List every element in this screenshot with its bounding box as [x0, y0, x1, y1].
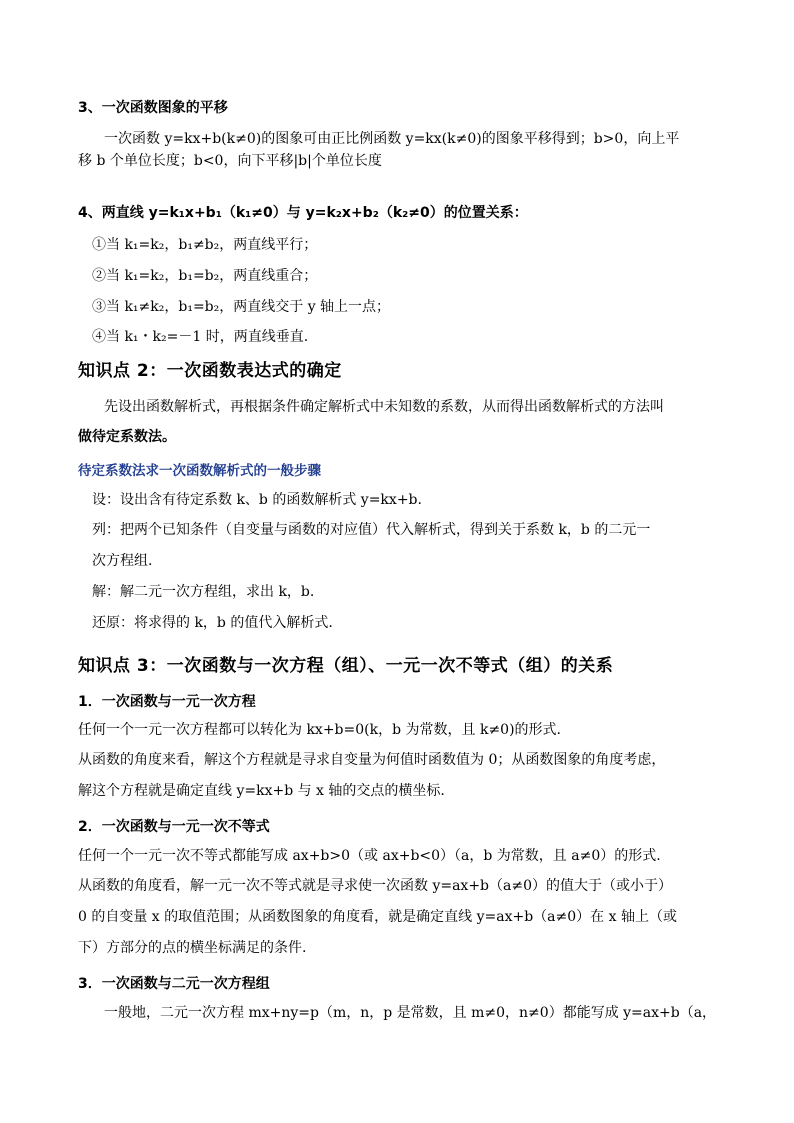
steps-title: 待定系数法求一次函数解析式的一般步骤 [78, 463, 321, 479]
step-solve: 解：解二元一次方程组，求出 k，b. [92, 584, 315, 600]
step-list-line-1: 列：把两个已知条件（自变量与函数的对应值）代入解析式，得到关于系数 k，b 的二元一 [92, 522, 651, 538]
step-list-line-2: 次方程组. [92, 553, 153, 569]
part-1-line-1: 任何一个一元一次方程都可以转化为 kx+b=0(k，b 为常数，且 k≠0)的形式. [78, 722, 561, 738]
part-2-line-3: 0 的自变量 x 的取值范围；从函数图象的角度看，就是确定直线 y=ax+b（a≠0）在 x 轴上（或 [78, 909, 677, 925]
part-1-line-2: 从函数的角度来看，解这个方程就是寻求自变量为何值时函数值为 0；从函数图象的角度考虑， [78, 752, 666, 768]
kp2-line-1: 先设出函数解析式，再根据条件确定解析式中未知数的系数，从而得出函数解析式的方法叫 [104, 399, 664, 415]
part-3-line-1: 一般地，二元一次方程 mx+ny=p（m，n，p 是常数，且 m≠0，n≠0）都能写成 y=ax+b（a， [104, 1005, 717, 1021]
step-restore: 还原：将求得的 k，b 的值代入解析式. [92, 615, 333, 631]
part-3-title: 3．一次函数与二元一次方程组 [78, 976, 270, 992]
part-1-title: 1．一次函数与一元一次方程 [78, 694, 256, 710]
section-3-line-1: 一次函数 y=kx+b(k≠0)的图象可由正比例函数 y=kx(k≠0)的图象平移得到；b>0，向上平 [104, 131, 680, 147]
part-2-title: 2．一次函数与一元一次不等式 [78, 819, 270, 835]
step-set: 设：设出含有待定系数 k、b 的函数解析式 y=kx+b. [92, 492, 422, 508]
part-1-line-3: 解这个方程就是确定直线 y=kx+b 与 x 轴的交点的横坐标. [78, 783, 445, 799]
section-3-title: 3、一次函数图象的平移 [78, 100, 228, 116]
section-3-line-2: 移 b 个单位长度；b<0，向下平移|b|个单位长度 [78, 153, 382, 169]
knowledge-point-2-title: 知识点 2：一次函数表达式的确定 [78, 361, 342, 381]
section-4-item-3: ③当 k₁≠k₂，b₁=b₂，两直线交于 y 轴上一点； [92, 299, 391, 315]
part-2-line-1: 任何一个一元一次不等式都能写成 ax+b>0（或 ax+b<0）（a，b 为常数，且 a≠0）的形式. [78, 848, 661, 864]
section-4-item-1: ①当 k₁=k₂，b₁≠b₂，两直线平行； [92, 237, 318, 253]
kp2-line-2: 做待定系数法。 [78, 429, 176, 445]
section-4-item-4: ④当 k₁・k₂=－1 时，两直线垂直. [92, 329, 309, 345]
part-2-line-4: 下）方部分的点的横坐标满足的条件. [78, 940, 307, 956]
part-2-line-2: 从函数的角度看，解一元一次不等式就是寻求使一次函数 y=ax+b（a≠0）的值大于（或小于） [78, 878, 673, 894]
knowledge-point-3-title: 知识点 3：一次函数与一次方程（组）、一元一次不等式（组）的关系 [78, 656, 614, 676]
section-4-title: 4、两直线 y=k₁x+b₁（k₁≠0）与 y=k₂x+b₂（k₂≠0）的位置关系： [78, 205, 528, 221]
section-4-item-2: ②当 k₁=k₂，b₁=b₂，两直线重合； [92, 268, 318, 284]
